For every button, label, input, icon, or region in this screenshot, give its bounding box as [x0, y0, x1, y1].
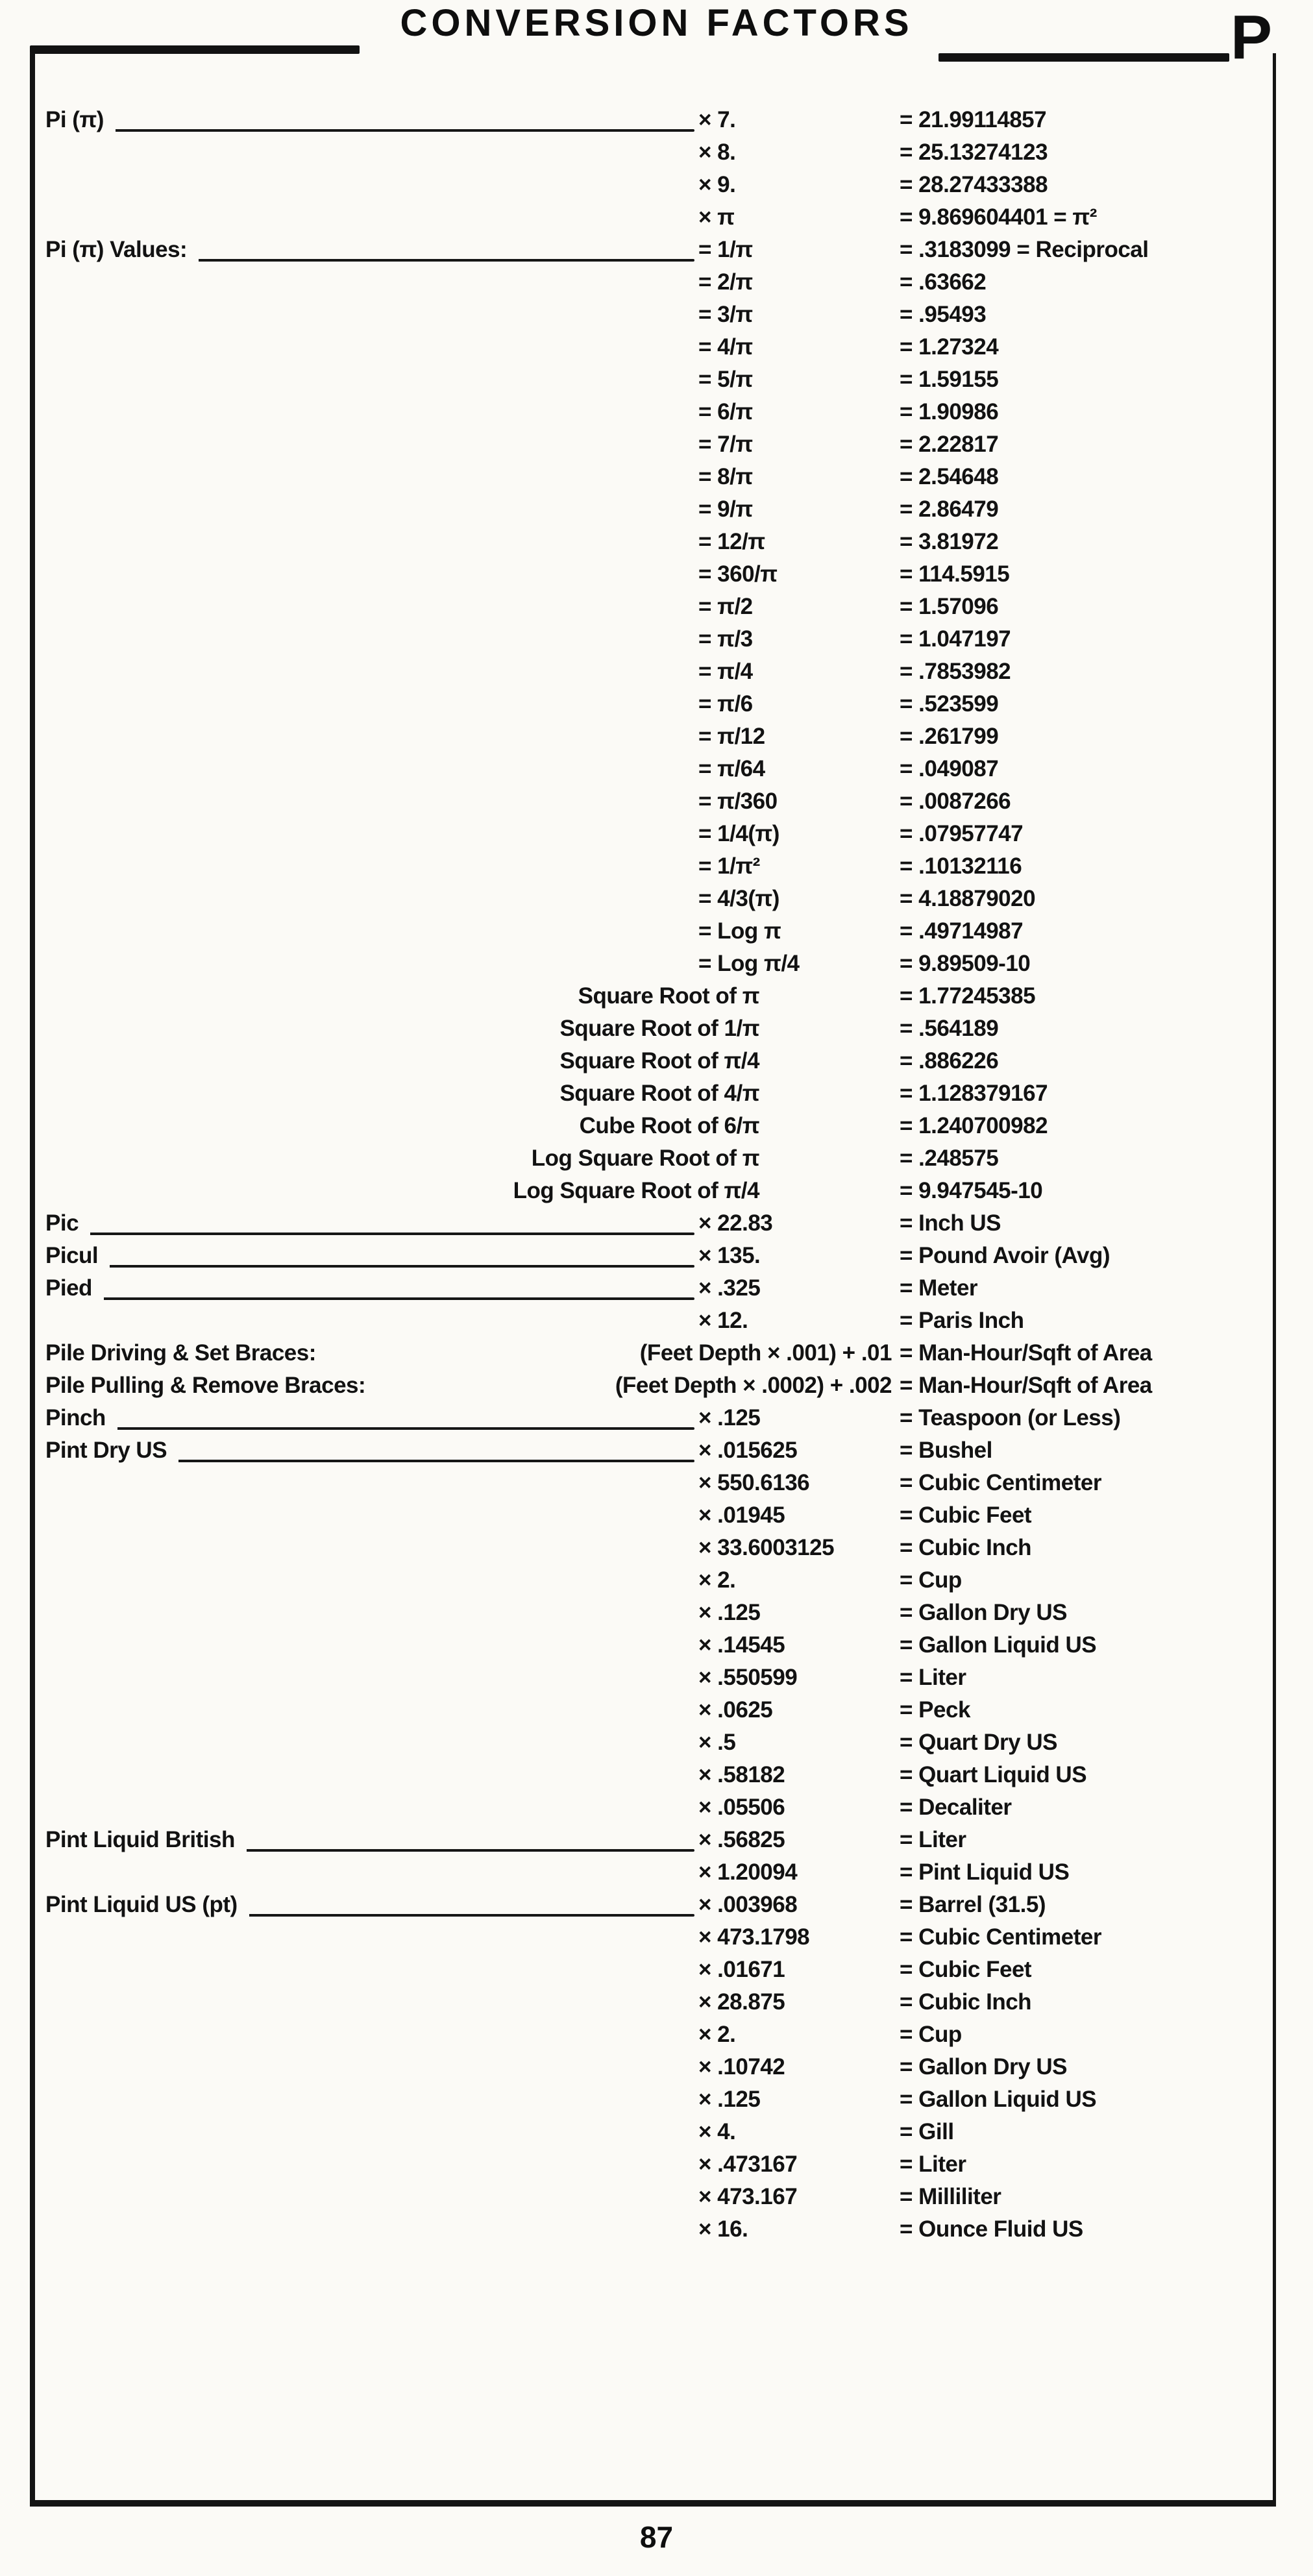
row-factor: × .10742: [698, 2054, 785, 2079]
table-row: [35, 363, 1273, 396]
row-value: = Quart Dry US: [900, 1730, 1057, 1755]
table-row: [35, 1175, 1273, 1207]
row-value: = Cubic Inch: [900, 1535, 1032, 1560]
table-row: [35, 1597, 1273, 1629]
table-row: [35, 1532, 1273, 1564]
row-factor: × .0625: [698, 1697, 773, 1723]
row-value: = 1.128379167: [900, 1081, 1048, 1106]
table-row: [35, 299, 1273, 331]
row-factor: × .05506: [698, 1795, 785, 1820]
table-row: [35, 461, 1273, 493]
row-label: Pic: [45, 1207, 90, 1240]
row-factor: = π/12: [698, 724, 765, 749]
row-value: = 9.869604401 = π²: [900, 204, 1097, 230]
table-row: [35, 1467, 1273, 1499]
row-value: = Teaspoon (or Less): [900, 1405, 1121, 1430]
table-row: [35, 1402, 1273, 1434]
row-value: = Cubic Feet: [900, 1503, 1032, 1528]
table-row: [35, 785, 1273, 818]
row-factor: × .325: [698, 1275, 761, 1301]
row-value: = .261799: [900, 724, 999, 749]
table-row: [35, 591, 1273, 623]
row-factor: = 12/π: [698, 529, 765, 554]
table-row: [35, 623, 1273, 656]
row-label: Picul: [45, 1240, 110, 1272]
row-value: = 1.77245385: [900, 983, 1036, 1009]
row-factor: = 1/π²: [698, 853, 760, 879]
table-row: [35, 1207, 1273, 1240]
row-factor: × 473.1798: [698, 1924, 810, 1950]
table-row: [35, 136, 1273, 169]
row-factor: × 12.: [698, 1308, 748, 1333]
row-factor: × 550.6136: [698, 1470, 810, 1495]
table-row: [35, 266, 1273, 299]
row-value: = Liter: [900, 2152, 966, 2177]
row-factor: = π/3: [698, 626, 753, 652]
row-value: = Liter: [900, 1827, 966, 1852]
row-value: = Man-Hour/Sqft of Area: [900, 1340, 1152, 1366]
table-row: [35, 428, 1273, 461]
row-value: = Peck: [900, 1697, 970, 1723]
row-factor: × .56825: [698, 1827, 785, 1852]
section-letter: P: [1231, 3, 1273, 72]
row-value: = Cubic Inch: [900, 1989, 1032, 2015]
leader-line: [45, 1265, 694, 1268]
table-row: [35, 1791, 1273, 1824]
row-factor: = π/64: [698, 756, 765, 781]
row-value: = 1.240700982: [900, 1113, 1048, 1138]
table-row: [35, 656, 1273, 688]
row-value: = .049087: [900, 756, 999, 781]
row-factor: × 9.: [698, 172, 736, 197]
row-mid-label: Cube Root of 6/π: [579, 1113, 759, 1138]
row-mid-label: Square Root of π: [578, 983, 759, 1009]
table-row: [35, 493, 1273, 526]
row-value: = .10132116: [900, 853, 1022, 879]
table-row: [35, 1337, 1273, 1369]
row-factor: × 2.: [698, 2022, 736, 2047]
table-row: [35, 2116, 1273, 2148]
row-factor: = 6/π: [698, 399, 753, 424]
table-row: [35, 915, 1273, 948]
row-label: Pint Liquid British: [45, 1824, 247, 1856]
table-row: [35, 2083, 1273, 2116]
row-value: = Pint Liquid US: [900, 1859, 1070, 1885]
row-value: = Ounce Fluid US: [900, 2216, 1083, 2242]
table-row: [35, 1012, 1273, 1045]
row-value: = 114.5915: [900, 561, 1010, 587]
table-row: [35, 1759, 1273, 1791]
row-value: = Cup: [900, 1567, 962, 1593]
row-factor: × .01945: [698, 1503, 785, 1528]
table-row: [35, 201, 1273, 234]
row-value: = 21.99114857: [900, 107, 1047, 132]
row-value: = Cubic Centimeter: [900, 1924, 1101, 1950]
row-value: = Gallon Liquid US: [900, 1632, 1097, 1658]
row-label: Pi (π) Values:: [45, 234, 199, 266]
row-value: = 2.86479: [900, 497, 999, 522]
row-factor: = π/4: [698, 659, 753, 684]
row-value: = Barrel (31.5): [900, 1892, 1046, 1917]
row-value: = 28.27433388: [900, 172, 1048, 197]
row-value: = 1.27324: [900, 334, 999, 360]
table-row: [35, 2181, 1273, 2213]
row-value: = .63662: [900, 269, 987, 295]
row-value: = .564189: [900, 1016, 999, 1041]
row-label: Pint Dry US: [45, 1434, 178, 1467]
table-row: [35, 948, 1273, 980]
row-value: = .0087266: [900, 789, 1011, 814]
table-row: [35, 1499, 1273, 1532]
row-factor: × 28.875: [698, 1989, 785, 2015]
table-row: [35, 1954, 1273, 1986]
table-row: [35, 883, 1273, 915]
row-factor: = 2/π: [698, 269, 753, 295]
table-row: [35, 1986, 1273, 2018]
row-value: = Cubic Centimeter: [900, 1470, 1101, 1495]
row-factor: × .58182: [698, 1762, 785, 1787]
leader-line: [45, 1297, 694, 1300]
row-factor: = 9/π: [698, 497, 753, 522]
table-row: [35, 1434, 1273, 1467]
row-value: = Bushel: [900, 1438, 992, 1463]
row-mid-label: Square Root of 4/π: [559, 1081, 759, 1106]
conversion-factors-table: [30, 53, 1276, 2507]
table-row: [35, 1726, 1273, 1759]
row-value: = Man-Hour/Sqft of Area: [900, 1373, 1152, 1398]
table-row: [35, 1856, 1273, 1889]
table-row: [35, 169, 1273, 201]
table-row: [35, 1142, 1273, 1175]
row-value: = Liter: [900, 1665, 966, 1690]
row-value: = 1.90986: [900, 399, 999, 424]
row-value: = 1.59155: [900, 367, 999, 392]
row-factor: × π: [698, 204, 735, 230]
row-value: = 1.047197: [900, 626, 1011, 652]
row-label: Pied: [45, 1272, 104, 1305]
row-value: = Inch US: [900, 1210, 1001, 1236]
table-row: [35, 688, 1273, 720]
row-value: = 2.54648: [900, 464, 999, 489]
leader-line: [45, 1233, 694, 1235]
row-factor: × 33.6003125: [698, 1535, 835, 1560]
row-factor-right: (Feet Depth × .001) + .01: [639, 1340, 892, 1366]
row-value: = 1.57096: [900, 594, 999, 619]
row-value: = Gallon Liquid US: [900, 2087, 1097, 2112]
row-mid-label: Log Square Root of π/4: [513, 1178, 759, 1203]
row-value: = 4.18879020: [900, 886, 1036, 911]
table-row: [35, 753, 1273, 785]
table-row: [35, 558, 1273, 591]
row-factor: × .003968: [698, 1892, 798, 1917]
row-factor: × 22.83: [698, 1210, 773, 1236]
row-factor: × 16.: [698, 2216, 748, 2242]
row-label: Pi (π): [45, 104, 116, 136]
row-label: Pint Liquid US (pt): [45, 1889, 249, 1921]
row-value: = 2.22817: [900, 432, 999, 457]
table-row: [35, 1694, 1273, 1726]
row-factor: × .125: [698, 1405, 761, 1430]
row-label: Pile Driving & Set Braces:: [45, 1337, 328, 1369]
table-row: [35, 1110, 1273, 1142]
row-factor: × .01671: [698, 1957, 785, 1982]
row-factor: × .14545: [698, 1632, 785, 1658]
row-value: = Cup: [900, 2022, 962, 2047]
row-factor: × 4.: [698, 2119, 736, 2144]
table-row: [35, 1564, 1273, 1597]
row-value: = 3.81972: [900, 529, 999, 554]
row-value: = 9.947545-10: [900, 1178, 1043, 1203]
row-value: = .95493: [900, 302, 987, 327]
row-factor: × .5: [698, 1730, 736, 1755]
table-row: [35, 2018, 1273, 2051]
row-factor: × 7.: [698, 107, 736, 132]
row-value: = Gallon Dry US: [900, 1600, 1067, 1625]
table-row: [35, 526, 1273, 558]
row-factor: × 8.: [698, 140, 736, 165]
row-mid-label: Square Root of 1/π: [559, 1016, 759, 1041]
page-number: 87: [639, 2520, 674, 2554]
table-row: [35, 1305, 1273, 1337]
table-row: [35, 234, 1273, 266]
row-factor: × 1.20094: [698, 1859, 798, 1885]
row-value: = Cubic Feet: [900, 1957, 1032, 1982]
row-factor: × .015625: [698, 1438, 798, 1463]
table-row: [35, 2051, 1273, 2083]
table-row: [35, 1889, 1273, 1921]
row-factor: = 7/π: [698, 432, 753, 457]
row-factor: = 1/π: [698, 237, 753, 262]
table-row: [35, 1662, 1273, 1694]
row-factor: × 473.167: [698, 2184, 798, 2209]
row-value: = Milliliter: [900, 2184, 1001, 2209]
row-value: = 25.13274123: [900, 140, 1048, 165]
row-value: = Meter: [900, 1275, 978, 1301]
table-row: [35, 104, 1273, 136]
row-mid-label: Log Square Root of π: [531, 1146, 759, 1171]
leader-line: [45, 129, 694, 132]
table-row: [35, 1369, 1273, 1402]
table-row: [35, 396, 1273, 428]
row-value: = .886226: [900, 1048, 999, 1073]
table-row: [35, 1077, 1273, 1110]
table-row: [35, 331, 1273, 363]
row-label: Pile Pulling & Remove Braces:: [45, 1369, 377, 1402]
table-row: [35, 720, 1273, 753]
table-row: [35, 1629, 1273, 1662]
row-factor: = Log π: [698, 918, 781, 944]
table-row: [35, 980, 1273, 1012]
row-factor: = 4/3(π): [698, 886, 779, 911]
row-value: = .49714987: [900, 918, 1024, 944]
row-factor: × 135.: [698, 1243, 761, 1268]
row-factor: = 1/4(π): [698, 821, 779, 846]
row-value: = Decaliter: [900, 1795, 1012, 1820]
row-value: = 9.89509-10: [900, 951, 1031, 976]
row-factor: = Log π/4: [698, 951, 800, 976]
row-value: = .07957747: [900, 821, 1024, 846]
row-factor: = 5/π: [698, 367, 753, 392]
row-value: = .248575: [900, 1146, 999, 1171]
table-row: [35, 1272, 1273, 1305]
row-mid-label: Square Root of π/4: [559, 1048, 759, 1073]
table-row: [35, 1045, 1273, 1077]
row-factor: × .550599: [698, 1665, 798, 1690]
row-value: = Pound Avoir (Avg): [900, 1243, 1110, 1268]
row-factor: × 2.: [698, 1567, 736, 1593]
row-value: = Quart Liquid US: [900, 1762, 1087, 1787]
row-factor: × .125: [698, 1600, 761, 1625]
row-factor: = π/6: [698, 691, 753, 717]
row-value: = Gallon Dry US: [900, 2054, 1067, 2079]
table-row: [35, 1240, 1273, 1272]
table-row: [35, 2148, 1273, 2181]
table-row: [35, 1921, 1273, 1954]
table-row: [35, 2213, 1273, 2246]
row-factor: = 4/π: [698, 334, 753, 360]
row-factor: = 8/π: [698, 464, 753, 489]
row-factor: × .125: [698, 2087, 761, 2112]
row-factor: × .473167: [698, 2152, 798, 2177]
row-value: = Paris Inch: [900, 1308, 1024, 1333]
row-factor: = π/2: [698, 594, 753, 619]
leader-line: [45, 1427, 694, 1430]
page-title: CONVERSION FACTORS: [400, 2, 913, 44]
row-value: = .7853982: [900, 659, 1011, 684]
row-label: Pinch: [45, 1402, 117, 1434]
table-row: [35, 818, 1273, 850]
table-row: [35, 1824, 1273, 1856]
row-factor-right: (Feet Depth × .0002) + .002: [615, 1373, 892, 1398]
row-factor: = 3/π: [698, 302, 753, 327]
row-value: = .3183099 = Reciprocal: [900, 237, 1149, 262]
row-value: = .523599: [900, 691, 999, 717]
row-factor: = π/360: [698, 789, 778, 814]
table-row: [35, 850, 1273, 883]
row-factor: = 360/π: [698, 561, 778, 587]
row-value: = Gill: [900, 2119, 954, 2144]
